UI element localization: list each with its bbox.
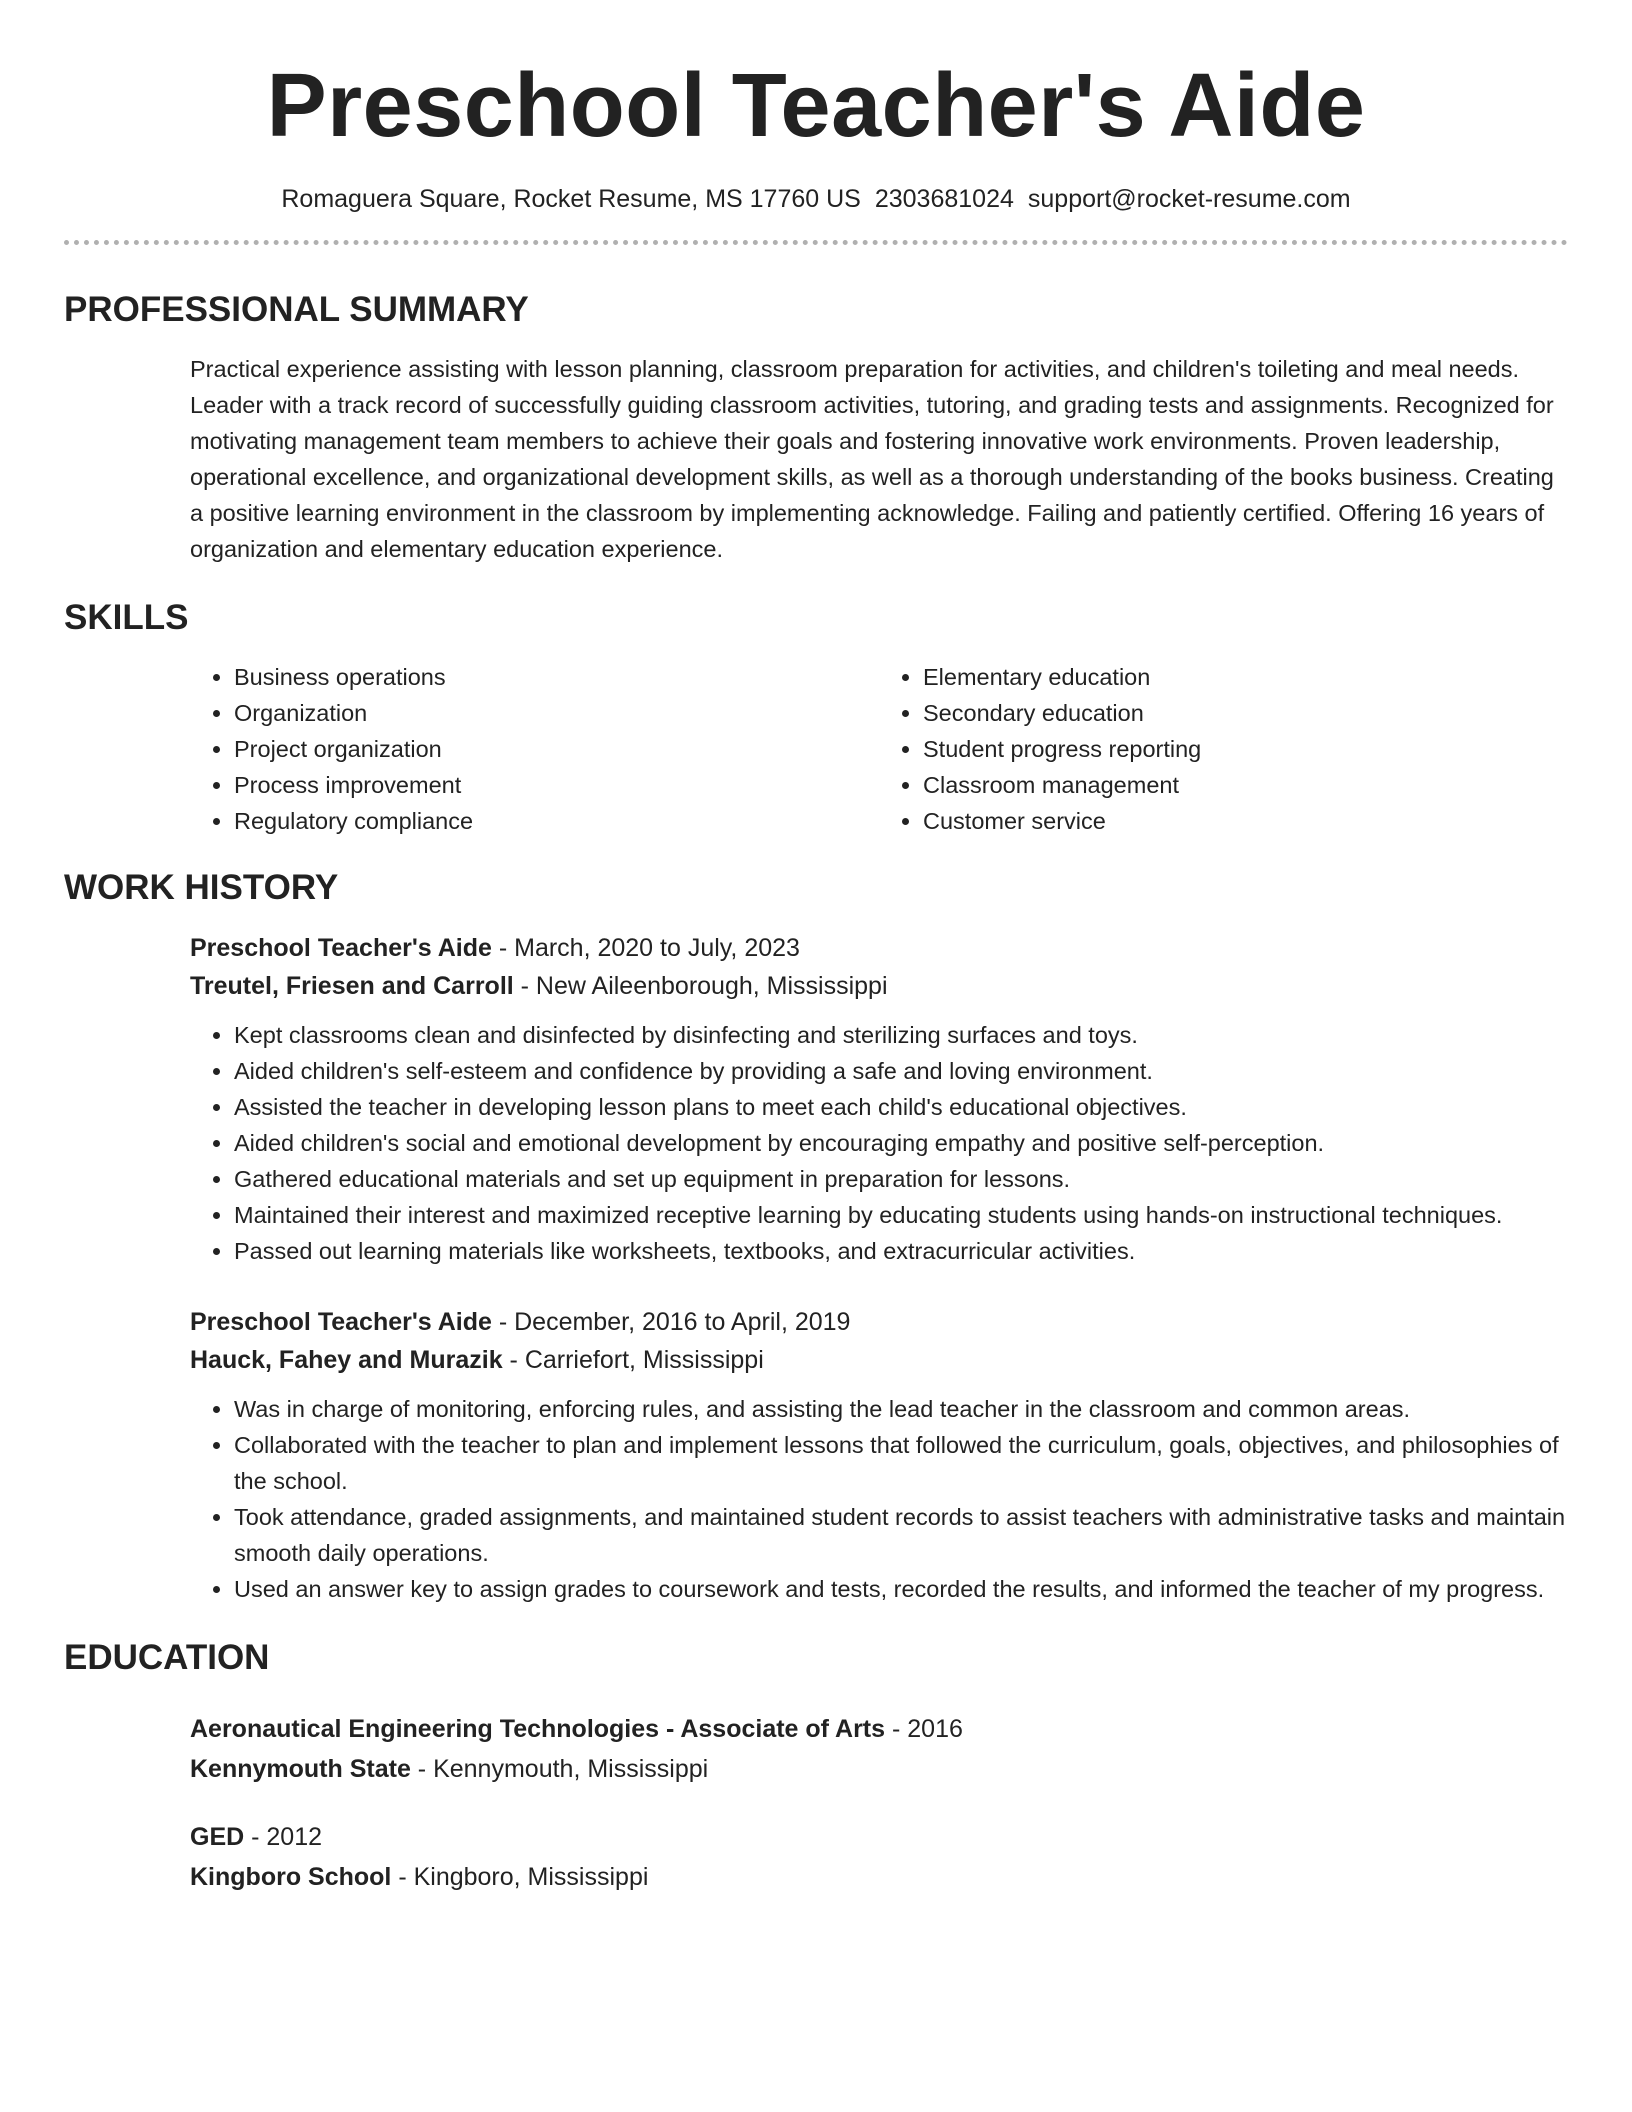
education-entry [190,1817,1568,1897]
education-school: Kennymouth State [190,1755,411,1783]
job-company: Treutel, Friesen and Carroll [190,972,514,1000]
job-duty: • Aided children's self-esteem and confidence by providing a safe and loving environment. [234,1053,1568,1089]
skill-item: • Secondary education [923,695,1568,731]
address-text: Romaguera Square, Rocket Resume, MS 17760 US [281,185,861,213]
job-dates: - March, 2020 to July, 2023 [491,934,800,962]
education-school: Kingboro School [190,1863,392,1891]
job-duty: • Passed out learning materials like worksheets, textbooks, and extracurricular activities. [234,1233,1568,1269]
job-location: - Carriefort, Mississippi [502,1346,764,1374]
skills-grid [190,659,1568,839]
skill-item: • Organization [234,695,879,731]
job-entry [190,1303,1568,1607]
skills-column-right [879,659,1568,839]
education-school-line [190,1857,1568,1897]
job-duty: • Used an answer key to assign grades to coursework and tests, recorded the results, and informed the teacher of my progress. [234,1571,1568,1607]
job-title-line [190,929,1568,967]
email-text: support@rocket-resume.com [1027,185,1351,213]
education-school-line [190,1749,1568,1789]
education-year: - 2012 [244,1823,323,1851]
job-duty: • Was in charge of monitoring, enforcing rules, and assisting the lead teacher in the classroom and common areas. [234,1391,1568,1427]
job-company-line [190,967,1568,1005]
job-title-line [190,1303,1568,1341]
candidate-name: Preschool Teacher's Aide [266,56,1366,156]
skill-item: • Student progress reporting [923,731,1568,767]
job-duties-list [190,1391,1568,1607]
skill-item: • Classroom management [923,767,1568,803]
job-role: Preschool Teacher's Aide [190,1308,492,1336]
summary-paragraph: Practical experience assisting with lesson planning, classroom preparation for activities, and children's toileting and meal needs. Leader with a track record of successfully guiding classroom activities, tutoring, and grading tests and assignments. Recognized for motivating management team members to achieve their goals and fostering innovative work environments. Proven leadership, operational excellence, and organizational development skills, as well as a thorough understanding of the books business. Creating a positive learning environment in the classroom by implementing acknowledge. Failing and patiently certified. Offering 16 years of organization and elementary education experience. [190,356,1554,562]
education-location: - Kennymouth, Mississippi [410,1755,709,1783]
education-degree: GED [190,1823,245,1851]
job-duty: • Assisted the teacher in developing lesson plans to meet each child's educational objectives. [234,1089,1568,1125]
skill-item: • Project organization [234,731,879,767]
job-duty: • Kept classrooms clean and disinfected by disinfecting and sterilizing surfaces and toys. [234,1017,1568,1053]
skills-heading: SKILLS [64,598,189,637]
job-company-line [190,1341,1568,1379]
job-role: Preschool Teacher's Aide [190,934,492,962]
skill-item: • Elementary education [923,659,1568,695]
phone-text: 2303681024 [874,185,1014,213]
summary-heading: PROFESSIONAL SUMMARY [64,290,529,329]
job-duty: • Took attendance, graded assignments, and maintained student records to assist teachers with administrative tasks and maintain smooth daily operations. [234,1499,1568,1571]
job-duty: • Aided children's social and emotional development by encouraging empathy and positive self-perception. [234,1125,1568,1161]
job-duty: • Maintained their interest and maximized receptive learning by educating students using hands-on instructional techniques. [234,1197,1568,1233]
education-degree-line [190,1709,1568,1749]
education-location: - Kingboro, Mississippi [391,1863,649,1891]
work-history-heading: WORK HISTORY [64,868,339,907]
job-dates: - December, 2016 to April, 2019 [491,1308,851,1336]
skill-item: • Process improvement [234,767,879,803]
skill-item: • Customer service [923,803,1568,839]
job-duty: • Collaborated with the teacher to plan and implement lessons that followed the curriculum, goals, objectives, and philosophies of the school. [234,1427,1568,1499]
contact-line [64,182,1568,216]
education-heading: EDUCATION [64,1638,270,1677]
job-location: - New Aileenborough, Mississippi [513,972,888,1000]
education-degree: Aeronautical Engineering Technologies - Associate of Arts [190,1715,886,1743]
job-duties-list [190,1017,1568,1269]
skill-item: • Business operations [234,659,879,695]
header-divider [64,240,1568,245]
job-duty: • Gathered educational materials and set up equipment in preparation for lessons. [234,1161,1568,1197]
education-entry [190,1709,1568,1789]
education-year: - 2016 [885,1715,963,1743]
job-entry [190,929,1568,1269]
job-company: Hauck, Fahey and Murazik [190,1346,503,1374]
skill-item: • Regulatory compliance [234,803,879,839]
skills-column-left [190,659,879,839]
education-degree-line [190,1817,1568,1857]
